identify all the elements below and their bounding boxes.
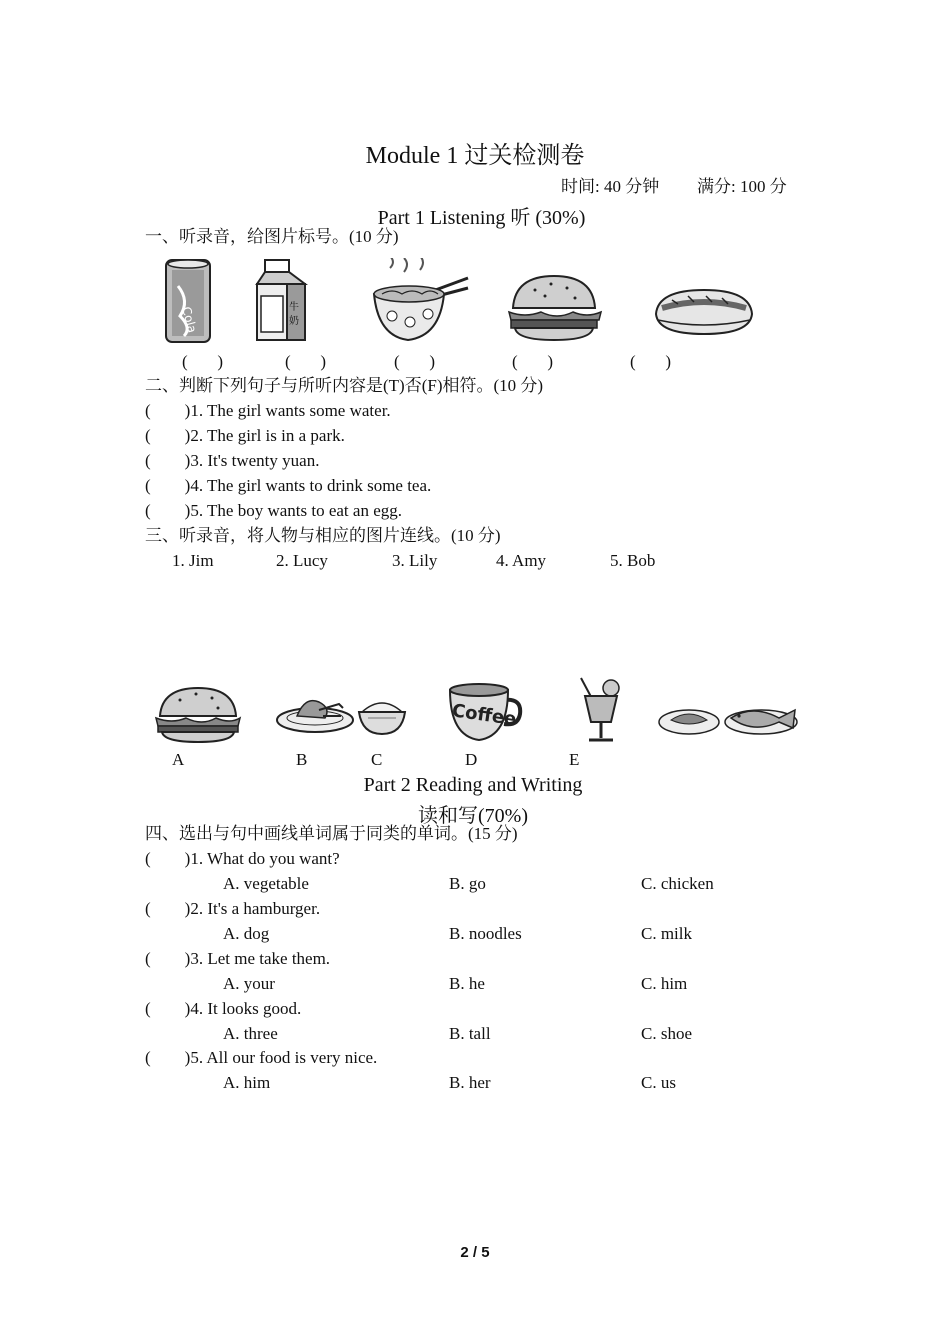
part2-heading: Part 2 Reading and Writing: [363, 774, 583, 796]
option-letter: B: [296, 750, 308, 769]
section1-instruction: 一、听录音，给图片标号。(10 分): [145, 227, 399, 246]
section2-instruction: 二、判断下列句子与所听内容是(T)否(F)相符。(10 分): [145, 376, 544, 395]
picture-blank[interactable]: ( ): [182, 352, 224, 371]
milk-carton-icon: [253, 258, 309, 344]
question-row: [145, 849, 340, 869]
option-b: B. he: [449, 974, 485, 993]
list-item: [145, 451, 319, 471]
answer-blank[interactable]: ( ): [145, 899, 191, 918]
option-b: B. tall: [449, 1024, 491, 1043]
question-text: 2. It's a hamburger.: [190, 899, 321, 918]
juice-glass-icon: [577, 676, 625, 746]
question-text: 5. All our food is very nice.: [190, 1048, 378, 1067]
question-row: [145, 949, 330, 969]
question-text: 3. Let me take them.: [190, 949, 331, 968]
fish-plates-icon: [657, 700, 799, 740]
statement-text: 5. The boy wants to eat an egg.: [190, 501, 402, 520]
svg-text:奶: 奶: [289, 316, 299, 327]
page-number: 2 / 5: [460, 1244, 490, 1261]
option-c: C. chicken: [641, 874, 714, 893]
question-text: 4. It looks good.: [190, 999, 302, 1018]
noodles-bowl-icon: [368, 258, 472, 344]
option-a: A. him: [223, 1073, 271, 1092]
rice-bowl-icon: [356, 694, 408, 738]
answer-blank[interactable]: ( ): [145, 476, 191, 495]
part1-heading: Part 1 Listening 听 (30%): [377, 207, 586, 229]
picture-blank[interactable]: ( ): [630, 352, 672, 371]
statement-text: 3. It's twenty yuan.: [190, 451, 320, 470]
person-name: 1. Jim: [172, 551, 214, 570]
cola-can-icon: [160, 256, 216, 346]
option-letter: A: [172, 750, 185, 769]
list-item: [145, 401, 391, 421]
list-item: [145, 501, 402, 521]
option-a: A. three: [223, 1024, 278, 1043]
option-b: B. her: [449, 1073, 491, 1092]
question-text: 1. What do you want?: [190, 849, 340, 868]
option-letter: E: [569, 750, 580, 769]
hamburger-icon: [152, 684, 244, 746]
list-item: [145, 426, 345, 446]
full-score: 满分: 100 分: [697, 177, 787, 196]
section3-instruction: 三、听录音，将人物与相应的图片连线。(10 分): [145, 526, 501, 545]
option-c: C. him: [641, 974, 688, 993]
option-c: C. milk: [641, 924, 693, 943]
answer-blank[interactable]: ( ): [145, 426, 191, 445]
answer-blank[interactable]: ( ): [145, 1048, 191, 1067]
hotdog-icon: [650, 284, 756, 340]
person-name: 5. Bob: [610, 551, 656, 570]
statement-text: 2. The girl is in a park.: [190, 426, 345, 445]
picture-blank[interactable]: ( ): [394, 352, 436, 371]
option-c: C. shoe: [641, 1024, 692, 1043]
page-title: Module 1 过关检测卷: [365, 143, 585, 169]
list-item: [145, 476, 431, 496]
answer-blank[interactable]: ( ): [145, 999, 191, 1018]
statement-text: 4. The girl wants to drink some tea.: [190, 476, 432, 495]
answer-blank[interactable]: ( ): [145, 849, 191, 868]
coffee-cup-icon: [446, 680, 526, 746]
hamburger-icon: [505, 272, 603, 344]
picture-blank[interactable]: ( ): [285, 352, 327, 371]
option-a: A. vegetable: [223, 874, 309, 893]
section4-instruction: 四、选出与句中画线单词属于同类的单词。(15 分): [145, 824, 518, 843]
answer-blank[interactable]: ( ): [145, 501, 191, 520]
option-b: B. noodles: [449, 924, 522, 943]
option-c: C. us: [641, 1073, 676, 1092]
answer-blank[interactable]: ( ): [145, 451, 191, 470]
option-letter: D: [465, 750, 478, 769]
svg-text:牛: 牛: [289, 302, 299, 313]
option-letter: C: [371, 750, 383, 769]
svg-text:Cola: Cola: [179, 305, 200, 335]
option-a: A. dog: [223, 924, 270, 943]
statement-text: 1. The girl wants some water.: [190, 401, 391, 420]
answer-blank[interactable]: ( ): [145, 949, 191, 968]
time-limit: 时间: 40 分钟: [561, 177, 660, 196]
question-row: [145, 999, 301, 1019]
chicken-plate-icon: [275, 690, 355, 736]
person-name: 2. Lucy: [276, 551, 328, 570]
option-b: B. go: [449, 874, 486, 893]
person-name: 3. Lily: [392, 551, 438, 570]
picture-blank[interactable]: ( ): [512, 352, 554, 371]
part2-subheading: 读和写(70%): [418, 805, 528, 827]
person-name: 4. Amy: [496, 551, 547, 570]
question-row: [145, 1048, 377, 1068]
question-row: [145, 899, 320, 919]
answer-blank[interactable]: ( ): [145, 401, 191, 420]
option-a: A. your: [223, 974, 275, 993]
svg-text:Coffee: Coffee: [450, 700, 518, 731]
